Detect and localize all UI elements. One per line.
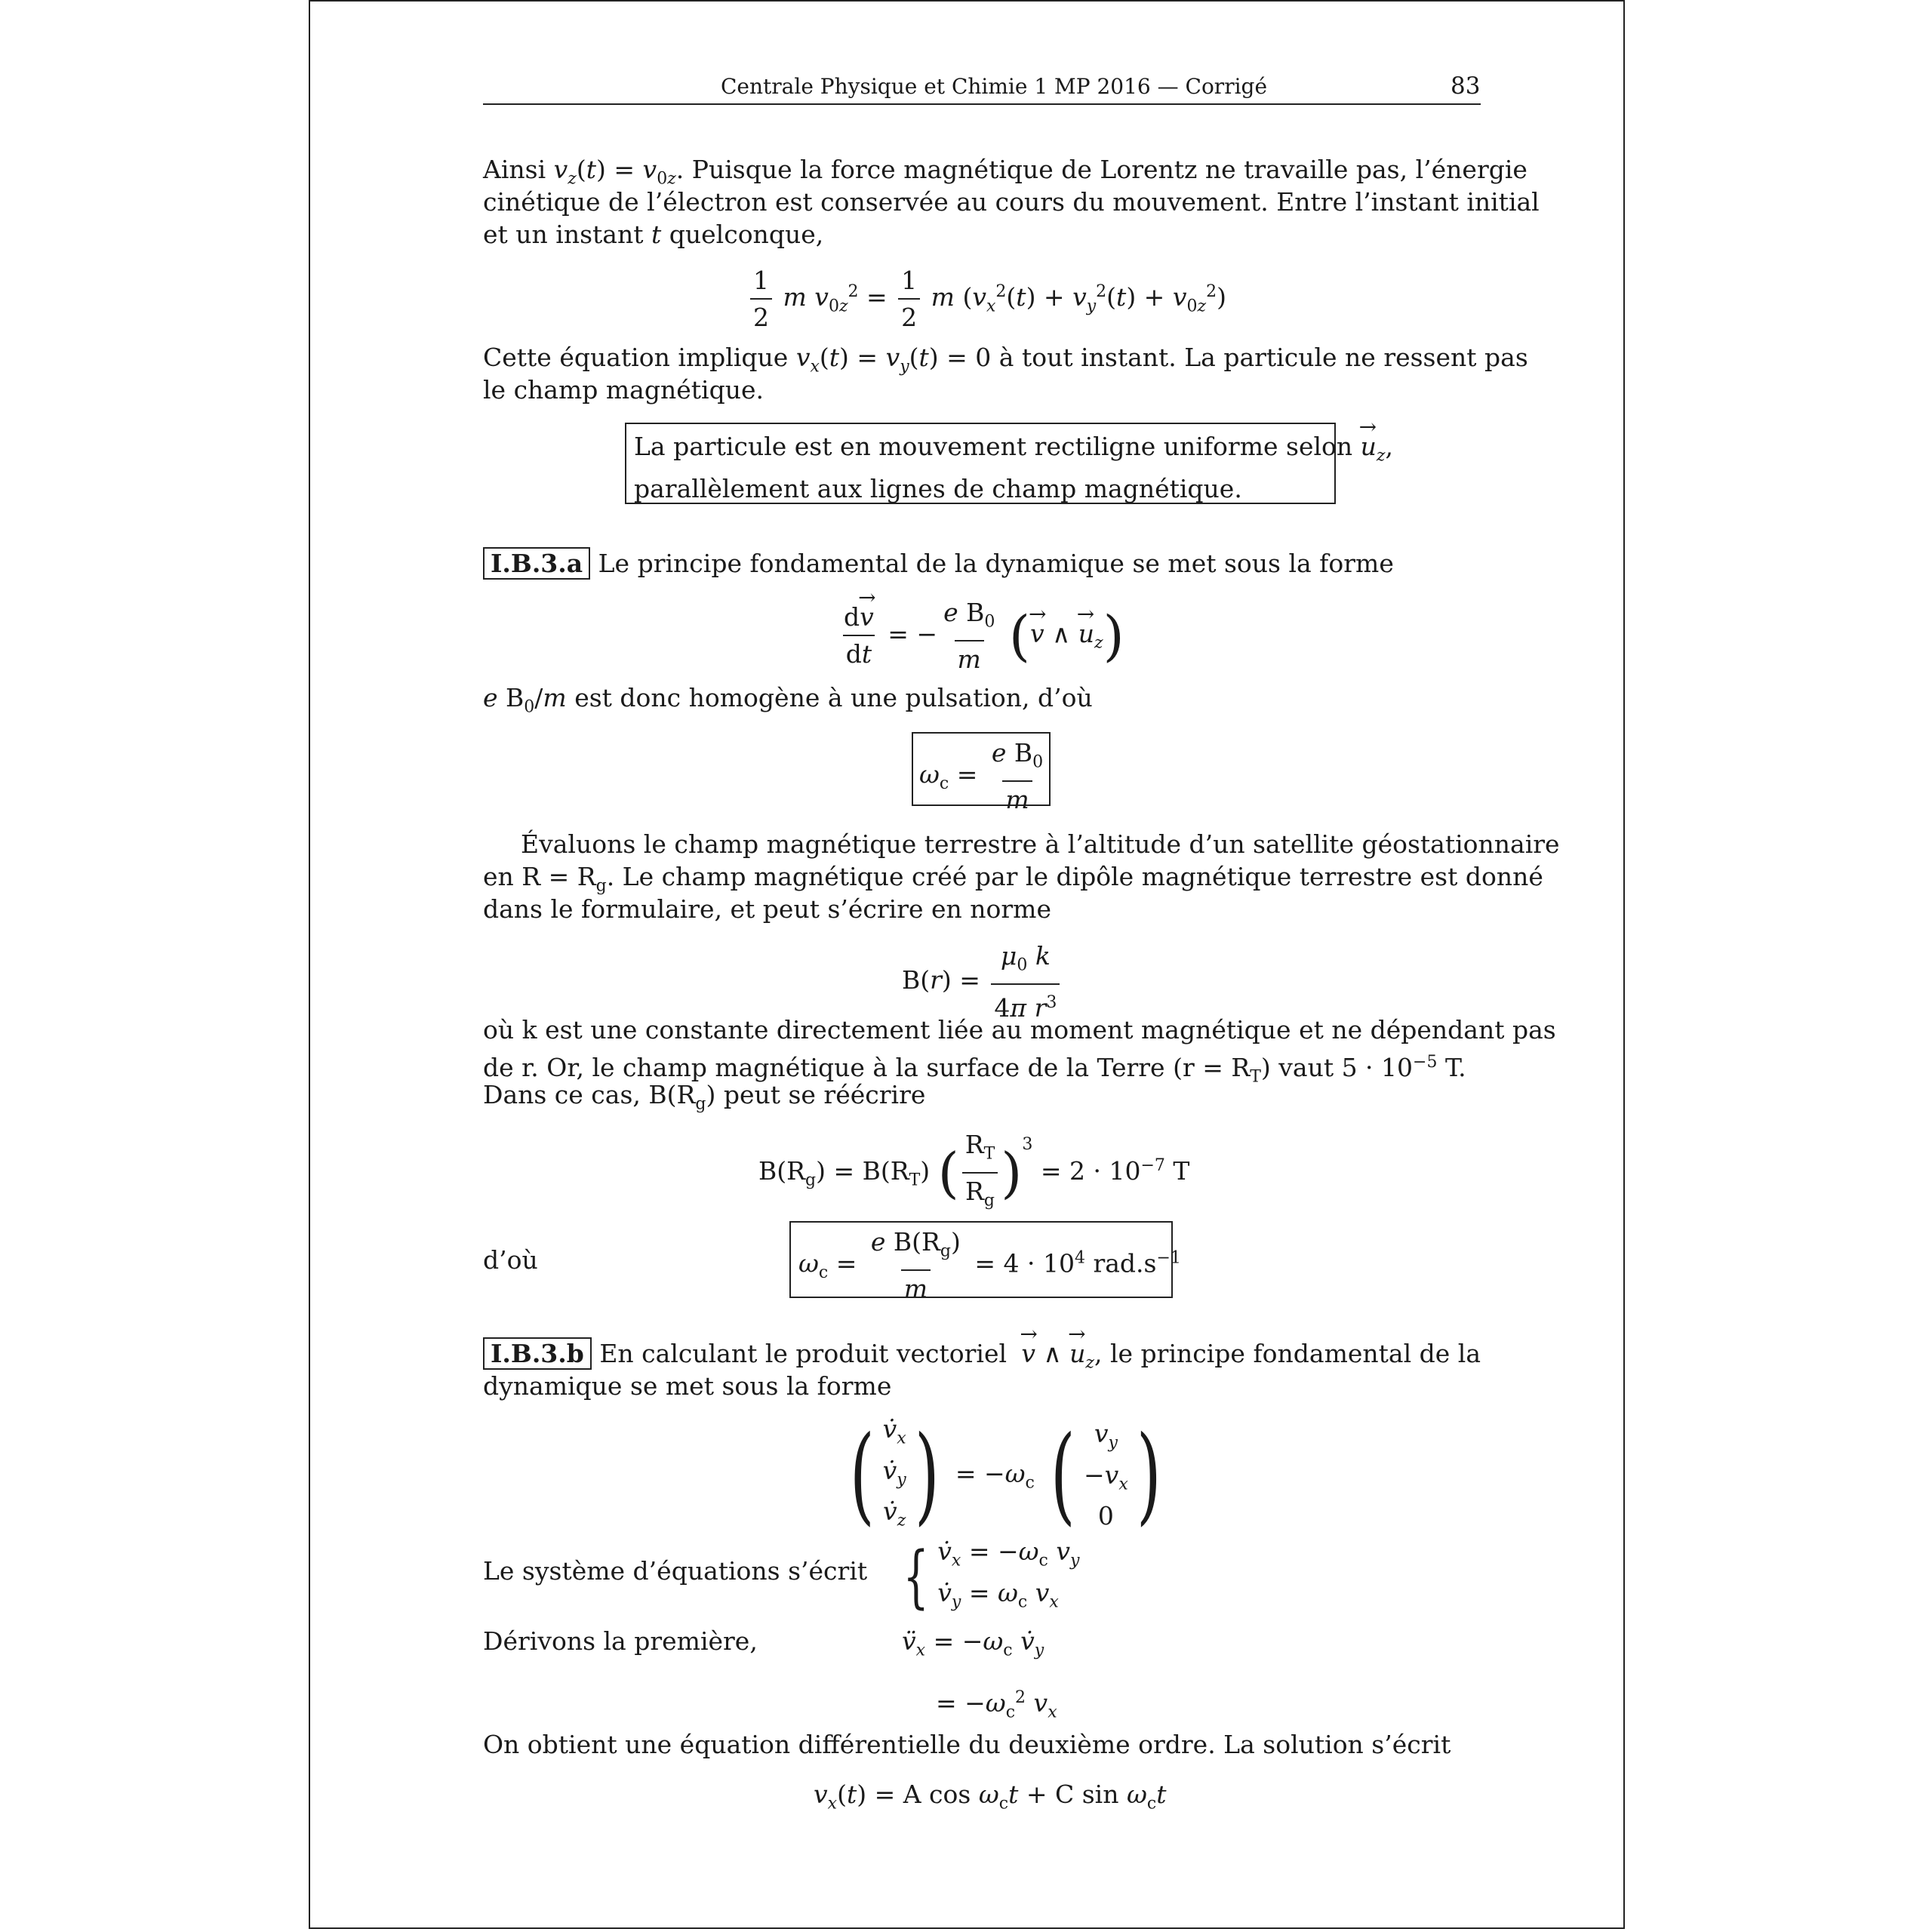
paragraph-2-line-1: Cette équation implique $v_x(t) = v_y(t) = 0$ à tout instant. La particule ne ressent pas [483,343,1528,377]
energy-conservation-equation: $\frac{1}{2}$ m $v_{0z}^2$ = $\frac{1}{2}$ m $(v_x^2(t) + v_y^2(t) + v_{0z}^2)$ [747,264,1226,334]
dipole-field-equation: B(r) = $\frac{\mu_0 k}{4\pi r^3}$ [902,940,1063,1024]
section-label-ib3a: I.B.3.a [483,547,590,580]
second-derivative-line-2: = $-\omega_c^2$ $v_x$ [936,1688,1057,1722]
section-ib3a-intro: I.B.3.a Le principe fondamental de la dynamique se met sous la forme [483,547,1394,580]
system-equations: { $v̇_x = -\omega_c$ $v_y$ $v̇_y = \omega_c$ $v_x$ [903,1537,1080,1617]
paragraph-1-line-1: Ainsi $v_z(t) = v_{0z}$. Puisque la force magnétique de Lorentz ne travaille pas, l’énergie [483,155,1527,189]
solution-equation: $v_x(t) = A$ $\cos \omega_ct + C$ $\sin \omega_ct$ [814,1780,1167,1814]
field-at-rg-equation: $B(R_g) = B(R_T)$ ( $\frac{R_T}{R_g}$ )$^3 = 2 \cdot 10^{-7}$ T [758,1128,1189,1217]
pulsation-statement: e $B_0/m$ est donc homogène à une pulsation, d’où [483,683,1093,717]
paragraph-2-line-2: le champ magnétique. [483,375,764,405]
boxed-conclusion-rectilinear: La particule est en mouvement rectiligne uniforme selon → $u_z$, parallèlement aux lignes de champ magnétique. [625,423,1336,504]
section-ib3b-line-1: I.B.3.b En calculant le produit vectoriel → v ∧ → $u_z$, le principe fondamental de la [483,1337,1481,1380]
matrix-equation: ( $v̇_x$ $v̇_y$ $v̇_z$ ) = $-\omega_c$ ( $v_y$ $-v_x$ 0 ) [849,1413,1161,1537]
paragraph-5: On obtient une équation différentielle du deuxième ordre. La solution s’écrit [483,1730,1451,1759]
paragraph-1-line-3: et un instant t quelconque, [483,220,824,249]
section-ib3b-line-2: dynamique se met sous la forme [483,1371,892,1401]
page-number: 83 [1451,72,1481,100]
paragraph-1-line-2: cinétique de l’électron est conservée au cours du mouvement. Entre l’instant initial [483,187,1540,217]
running-header: Centrale Physique et Chimie 1 MP 2016 — Corrigé [721,74,1268,99]
paragraph-4-line-2: de r. Or, le champ magnétique à la surface de la Terre $(r = R_T)$ vaut $5 \cdot 10^{-5}$ T. [483,1053,1466,1087]
paragraph-3-line-1: Évaluons le champ magnétique terrestre à l’altitude d’un satellite géostationnaire [521,829,1560,859]
boxed-omega-c-value: $\omega_c$ = $\frac{e B(R_g)}{m}$ = $4 \cdot 10^4$ $rad.s^{-1}$ [789,1221,1173,1298]
section-label-ib3b: I.B.3.b [483,1337,592,1370]
paragraph-3-line-2: en $R = R_g$. Le champ magnétique créé par le dipôle magnétique terrestre est donné [483,862,1543,896]
paragraph-3-line-3: dans le formulaire, et peut s’écrire en norme [483,894,1052,924]
second-derivative-line-1: $v̈_x = -\omega_c$ $v̇_y$ [902,1626,1044,1660]
dou-label: d’où [483,1245,538,1275]
dynamics-equation: $\frac{d\to v}{dt}$ = − $\frac{e B_0}{m}$ (→ v ∧ → $u_z$) [838,596,1124,675]
paragraph-4-line-3: Dans ce cas, $B(R_g)$ peut se réécrire [483,1080,926,1114]
boxed-omega-c-definition: $\omega_c$ = $\frac{e B_0}{m}$ [912,732,1051,806]
system-label: Le système d’équations s’écrit [483,1556,868,1586]
paragraph-4-line-1: où k est une constante directement liée au moment magnétique et ne dépendant pas [483,1015,1556,1044]
derive-label: Dérivons la première, [483,1626,758,1656]
header-rule [483,103,1481,105]
